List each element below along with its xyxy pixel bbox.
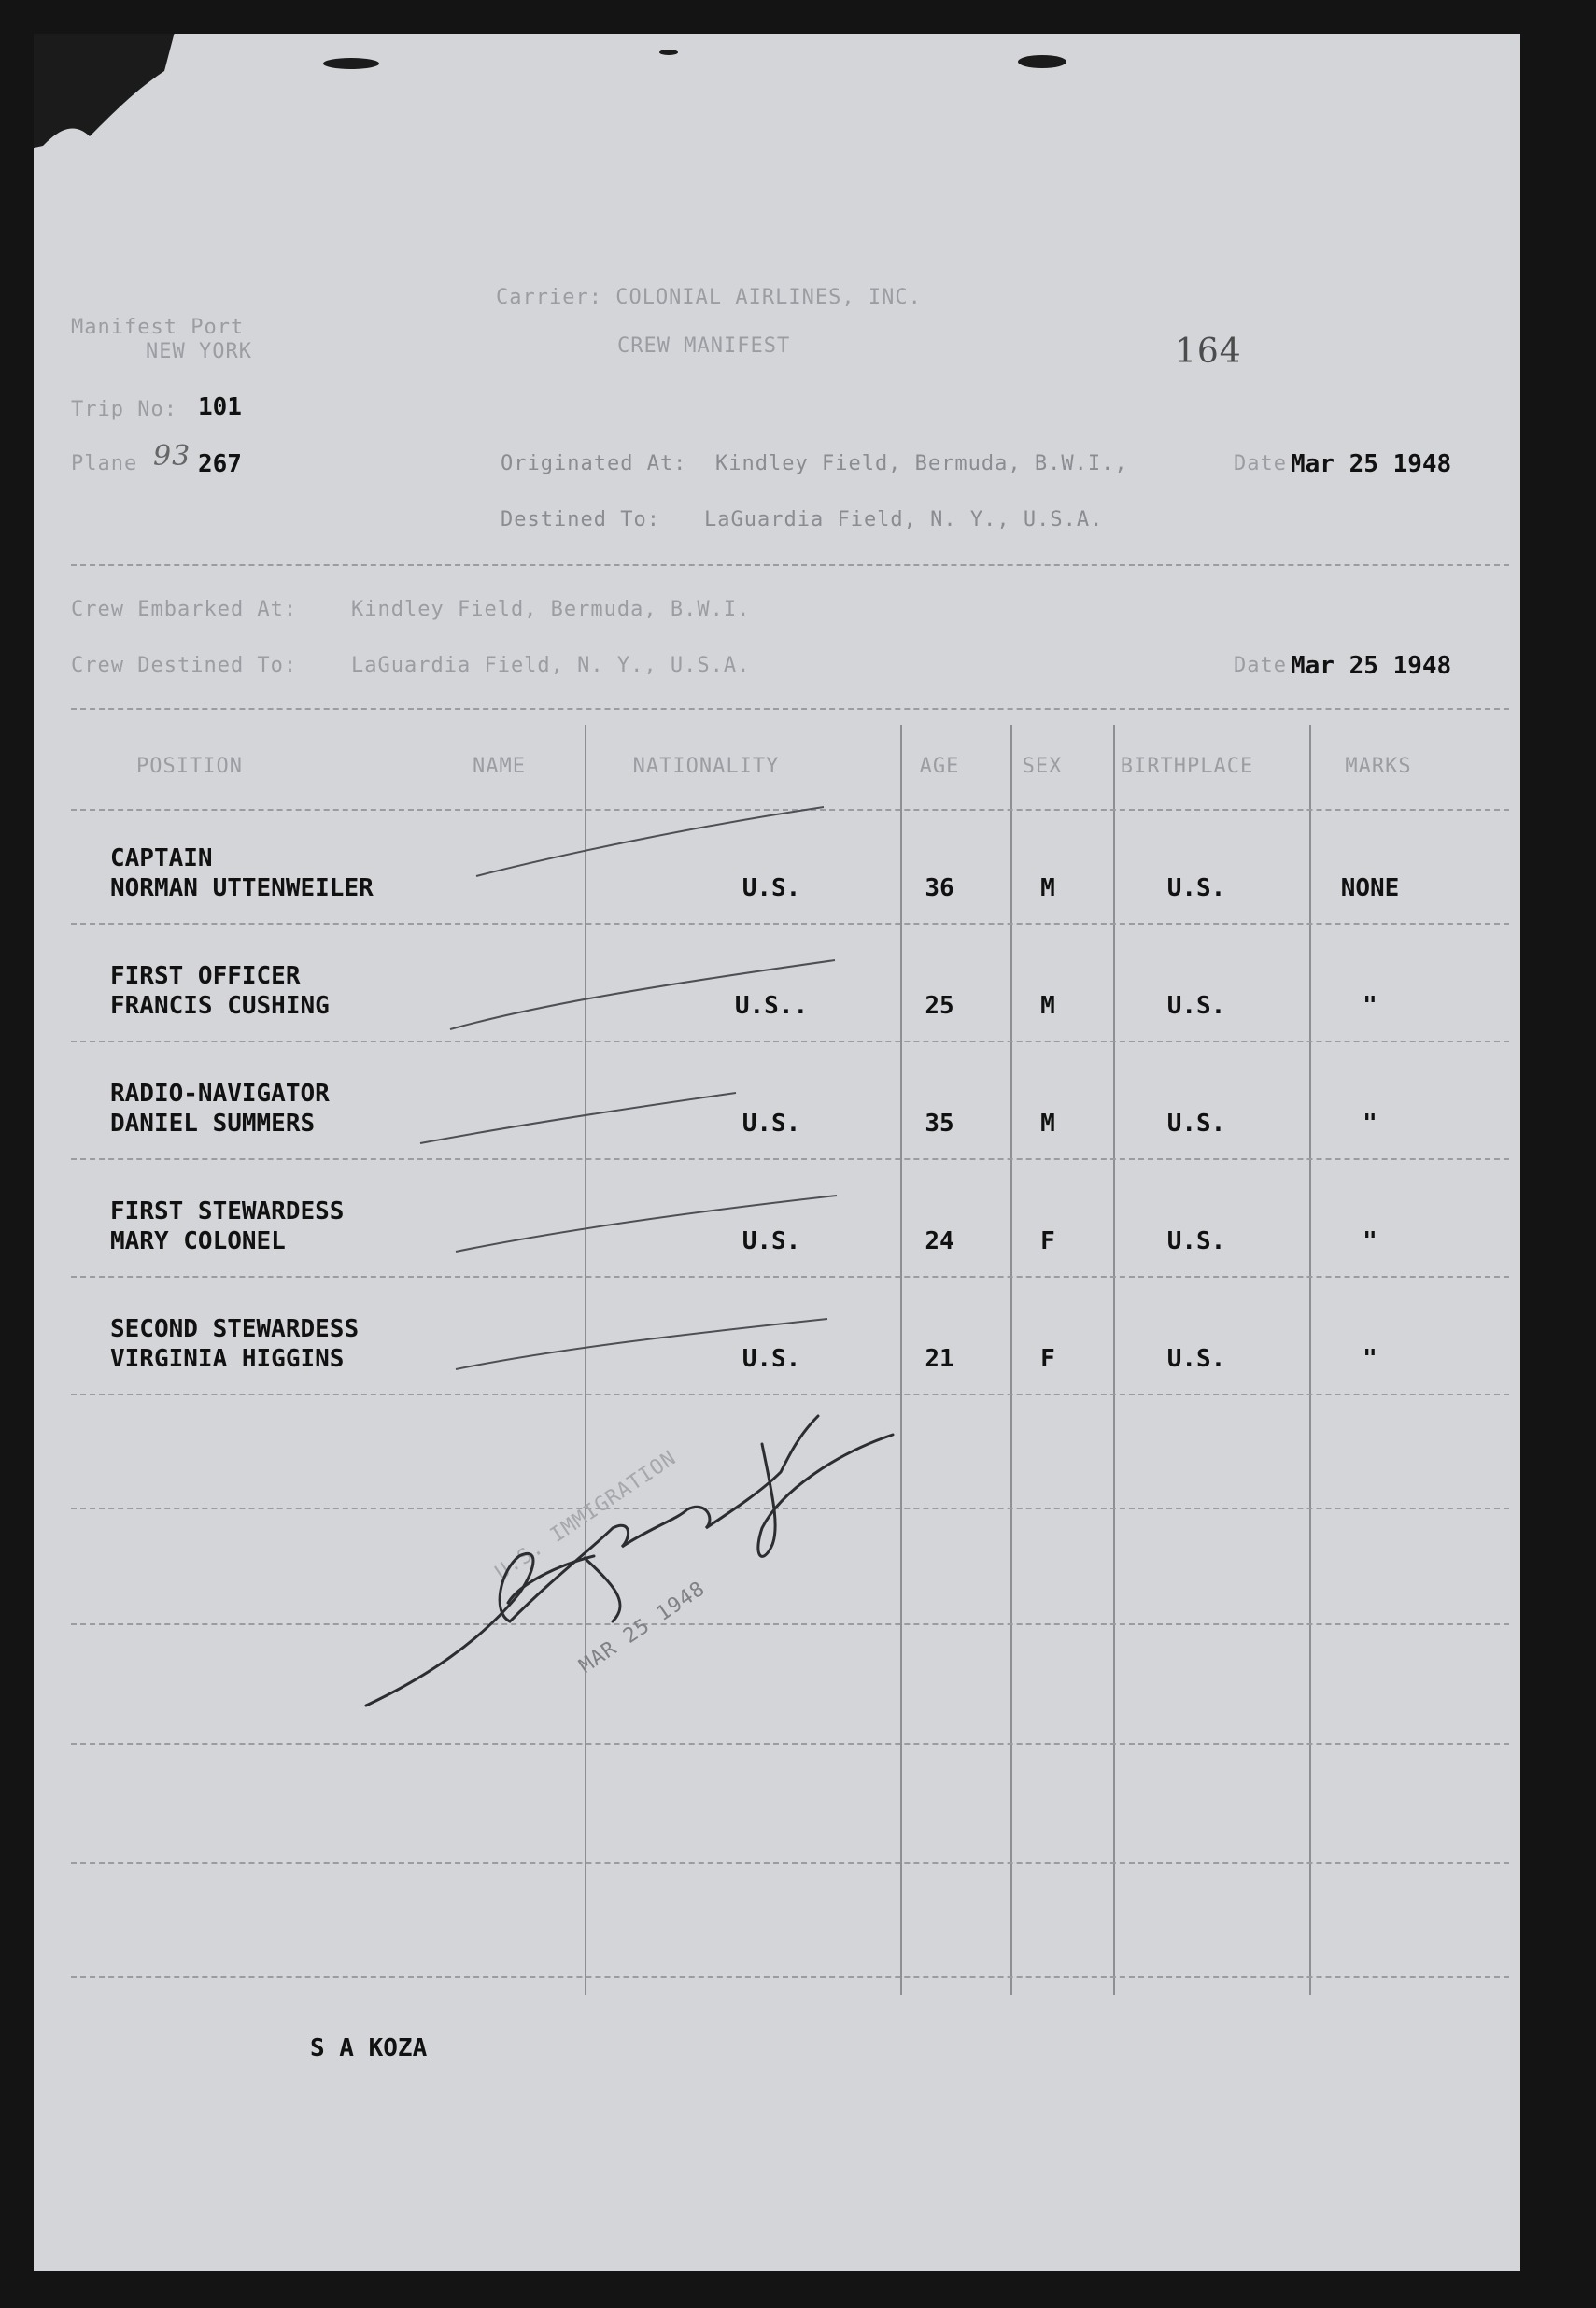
- col-header-marks: MARKS: [1345, 755, 1412, 778]
- row-age: 21: [925, 1345, 954, 1373]
- strike-line: [456, 1196, 837, 1252]
- row-age: 36: [925, 874, 954, 902]
- page-number: 164: [1175, 333, 1242, 371]
- immigration-stamp-line: U.S. IMMIGRATION: [491, 1446, 681, 1585]
- row-position: RADIO-NAVIGATOR: [110, 1080, 330, 1108]
- originated-value: Kindley Field, Bermuda, B.W.I.,: [715, 452, 1128, 475]
- destined-value: LaGuardia Field, N. Y., U.S.A.: [704, 508, 1104, 531]
- carrier-line: Carrier: COLONIAL AIRLINES, INC.: [496, 286, 922, 309]
- row-sex: M: [1040, 1110, 1055, 1138]
- row-birthplace: U.S.: [1166, 874, 1226, 902]
- crew-destined-value: LaGuardia Field, N. Y., U.S.A.: [351, 654, 751, 677]
- trip-number: 101: [198, 393, 242, 421]
- row-marks: ": [1363, 992, 1377, 1020]
- row-name: MARY COLONEL: [110, 1227, 286, 1255]
- row-age: 24: [925, 1227, 954, 1255]
- manifest-port-label: Manifest Port: [71, 316, 245, 339]
- plane-handwritten: 93: [153, 440, 191, 473]
- row-age: 35: [925, 1110, 954, 1138]
- row-nationality: U.S.: [742, 1345, 801, 1373]
- row-position: CAPTAIN: [110, 844, 213, 872]
- row-position: FIRST STEWARDESS: [110, 1197, 345, 1225]
- row-marks: NONE: [1340, 874, 1400, 902]
- header-date: Mar 25 1948: [1291, 450, 1452, 478]
- strike-line: [456, 1319, 827, 1369]
- destined-label: Destined To:: [501, 508, 660, 531]
- crew-date-label: Date: [1234, 654, 1287, 677]
- row-sex: M: [1040, 874, 1055, 902]
- row-nationality: U.S..: [734, 992, 809, 1020]
- row-marks: ": [1363, 1227, 1377, 1255]
- annotation-overlay: [34, 34, 1520, 2271]
- row-nationality: U.S.: [742, 1227, 801, 1255]
- row-position: SECOND STEWARDESS: [110, 1315, 360, 1343]
- col-header-position: POSITION: [136, 755, 243, 778]
- row-name: DANIEL SUMMERS: [110, 1110, 316, 1138]
- signatory-name: S A KOZA: [310, 2034, 428, 2062]
- plane-label: Plane: [71, 452, 138, 475]
- crew-date: Mar 25 1948: [1291, 652, 1452, 680]
- row-position: FIRST OFFICER: [110, 962, 301, 990]
- crew-embarked-value: Kindley Field, Bermuda, B.W.I.: [351, 598, 751, 621]
- row-birthplace: U.S.: [1166, 1110, 1226, 1138]
- col-header-age: AGE: [919, 755, 960, 778]
- row-sex: F: [1040, 1227, 1055, 1255]
- strike-line: [476, 807, 824, 876]
- strike-line: [420, 1093, 736, 1143]
- row-age: 25: [925, 992, 954, 1020]
- row-marks: ": [1363, 1345, 1377, 1373]
- row-birthplace: U.S.: [1166, 992, 1226, 1020]
- originated-label: Originated At:: [501, 452, 687, 475]
- row-birthplace: U.S.: [1166, 1227, 1226, 1255]
- plane-number: 267: [198, 450, 242, 478]
- strike-line: [450, 960, 835, 1029]
- row-name: FRANCIS CUSHING: [110, 992, 330, 1020]
- crew-destined-label: Crew Destined To:: [71, 654, 298, 677]
- row-nationality: U.S.: [742, 874, 801, 902]
- header-date-label: Date: [1234, 452, 1287, 475]
- row-marks: ": [1363, 1110, 1377, 1138]
- row-sex: M: [1040, 992, 1055, 1020]
- row-name: NORMAN UTTENWEILER: [110, 874, 374, 902]
- document-title: CREW MANIFEST: [617, 334, 791, 358]
- row-name: VIRGINIA HIGGINS: [110, 1345, 345, 1373]
- scan-smudge: [34, 34, 1066, 155]
- manifest-sheet: [34, 34, 1520, 2271]
- signature-scrawl: [366, 1416, 893, 1706]
- col-header-name: NAME: [473, 755, 526, 778]
- row-birthplace: U.S.: [1166, 1345, 1226, 1373]
- manifest-city: NEW YORK: [146, 340, 252, 363]
- immigration-stamp-date: MAR 25 1948: [575, 1577, 710, 1678]
- trip-label: Trip No:: [71, 398, 177, 421]
- crew-embarked-label: Crew Embarked At:: [71, 598, 298, 621]
- row-sex: F: [1040, 1345, 1055, 1373]
- col-header-sex: SEX: [1022, 755, 1063, 778]
- row-nationality: U.S.: [742, 1110, 801, 1138]
- col-header-nationality: NATIONALITY: [632, 755, 780, 778]
- col-header-birthplace: BIRTHPLACE: [1120, 755, 1254, 778]
